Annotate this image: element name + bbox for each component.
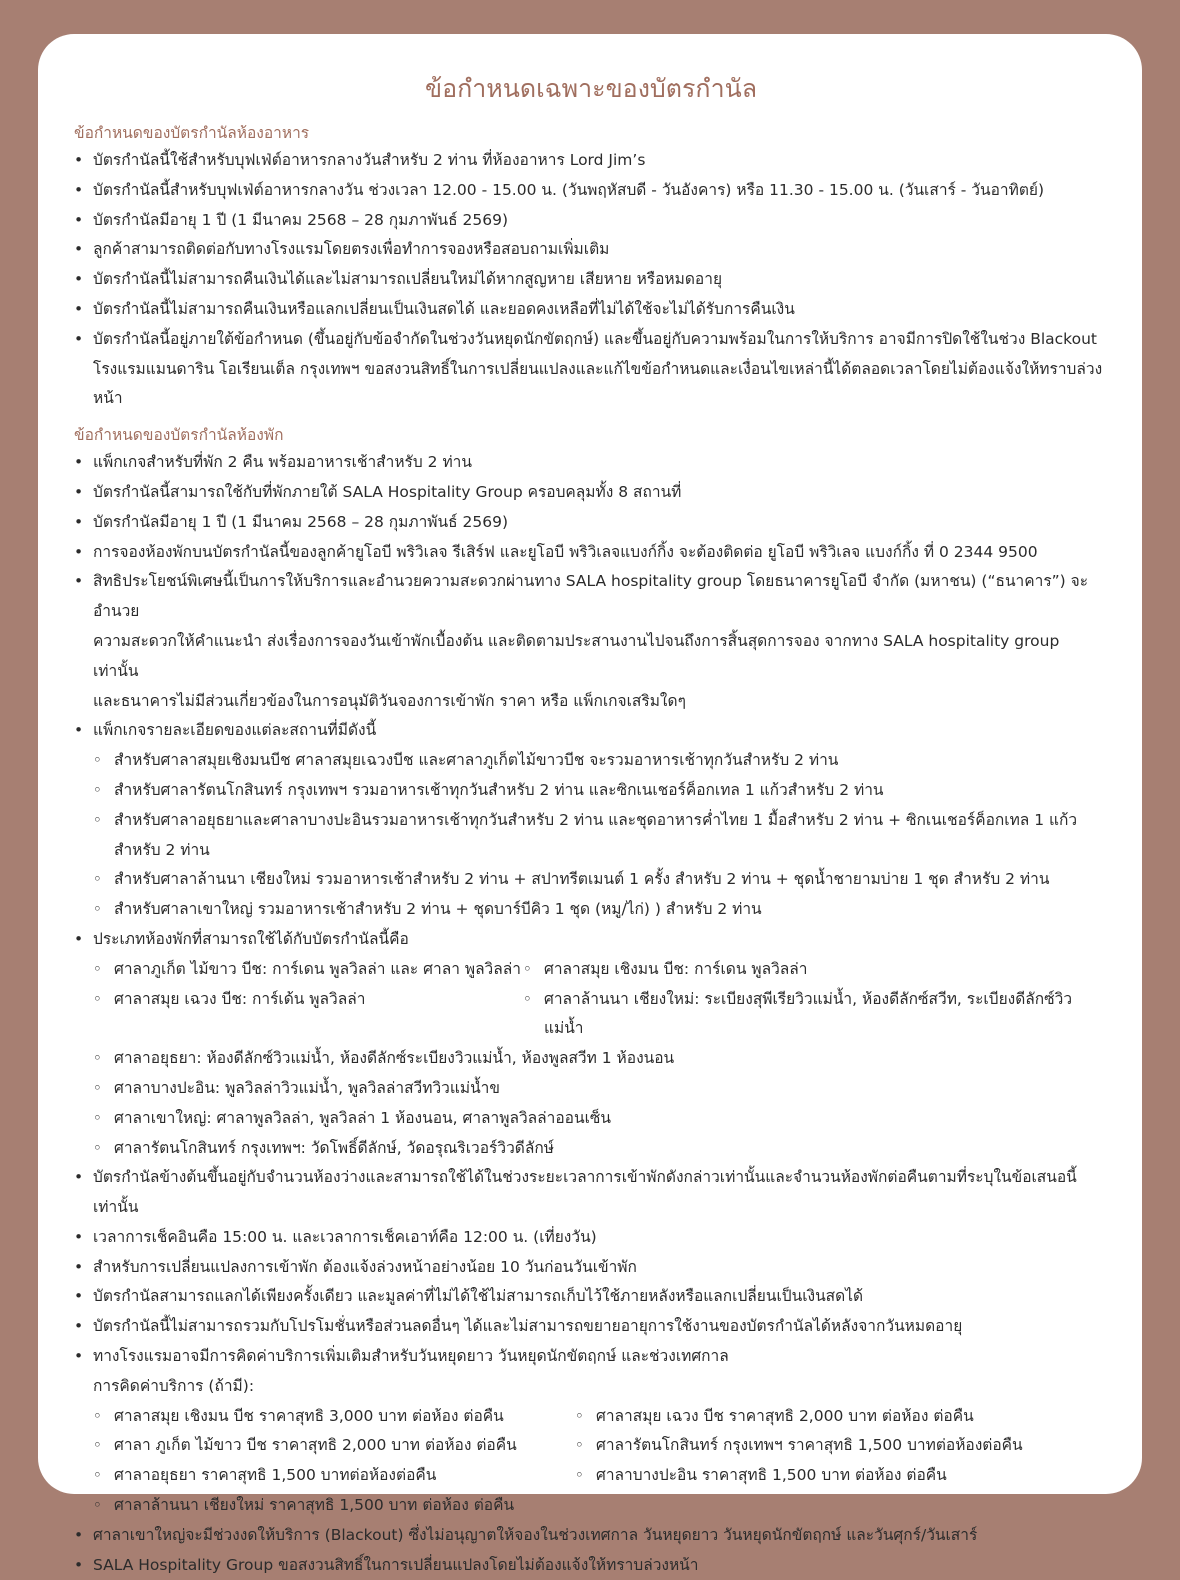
sub-list-item: ◦ ศาลาเขาใหญ่: ศาลาพูลวิลล่า, พูลวิลล่า 1 ห้องนอน, ศาลาพูลวิลล่าออนเซ็น	[93, 1104, 1108, 1134]
list-item	[74, 1163, 1108, 1223]
sub-list-item: ◦ ศาลารัตนโกสินทร์ กรุงเทพฯ ราคาสุทธิ 1,500 บาทต่อห้องต่อคืน	[575, 1431, 1108, 1461]
list-item: • บัตรกำนัลนี้ไม่สามารถรวมกับโปรโมชั่นหรือส่วนลดอื่นๆ ได้และไม่สามารถขยายอายุการใช้งานของบัตรกำนัลได้หลังจากวันหมดอายุ	[74, 1312, 1108, 1342]
list-item: • ลูกค้าสามารถติดต่อกับทางโรงแรมโดยตรงเพื่อทำการจองหรือสอบถามเพิ่มเติม	[74, 235, 1108, 265]
terms-card	[38, 34, 1142, 1574]
roomtype-sublist	[93, 1044, 1108, 1163]
sub-list-item: ◦ ศาลาสมุย เชิงมน บีช: การ์เดน พูลวิลล่า	[523, 955, 1108, 985]
list-item: • บัตรกำนัลมีอายุ 1 ปี (1 มีนาคม 2568 – 28 กุมภาพันธ์ 2569)	[74, 206, 1108, 236]
list-item: • บัตรกำนัลนี้ไม่สามารถคืนเงินหรือแลกเปลี่ยนเป็นเงินสดได้ และยอดคงเหลือที่ไม่ได้ใช้จะไม่ได้รับการคืนเงิน	[74, 295, 1108, 325]
list-item-line: และธนาคารไม่มีส่วนเกี่ยวข้องในการอนุมัติวันจองการเข้าพัก ราคา หรือ แพ็กเกจเสริมใดๆ	[93, 691, 686, 710]
room-section-heading: ข้อกำหนดของบัตรกำนัลห้องพัก	[74, 426, 284, 445]
list-item: • บัตรกำนัลสามารถแลกได้เพียงครั้งเดียว และมูลค่าที่ไม่ได้ใช้ไม่สามารถเก็บไว้ใช้ภายหลังหรือแลกเปลี่ยนเป็นเงินสดได้	[74, 1282, 1108, 1312]
list-item-line: • บัตรกำนัลข้างต้นขึ้นอยู่กับจำนวนห้องว่างและสามารถใช้ได้ในช่วงระยะเวลาการเข้าพักดังกล่าวเท่านั้นและจำนวนห้องพักต่อคืนตามที่ระบุในข้อเสนอนี้	[93, 1168, 1077, 1187]
list-item-line: เท่านั้น	[93, 1198, 139, 1217]
list-item: • บัตรกำนัลนี้ไม่สามารถคืนเงินได้และไม่สามารถเปลี่ยนใหม่ได้หากสูญหาย เสียหาย หรือหมดอายุ	[74, 265, 1108, 295]
sub-list-item: ◦ ศาลาบางปะอิน: พูลวิลล่าวิวแม่น้ำ, พูลวิลล่าสวีทวิวแม่น้ำข	[93, 1074, 1108, 1104]
roomtype-grid	[93, 955, 1108, 1044]
list-item	[74, 1342, 1108, 1521]
sub-list-item: ◦ สำหรับศาลาล้านนา เชียงใหม่ รวมอาหารเช้าสำหรับ 2 ท่าน + สปาทรีตเมนต์ 1 ครั้ง สำหรับ 2 ท่าน + ชุดน้ำชายามบ่าย 1 ชุด สำหรับ 2 ท่าน	[93, 865, 1108, 895]
list-item: • บัตรกำนัลนี้สามารถใช้กับที่พักภายใต้ SALA Hospitality Group ครอบคลุมทั้ง 8 สถานที่	[74, 478, 1108, 508]
list-item: • เวลาการเช็คอินคือ 15:00 น. และเวลาการเช็คเอาท์คือ 12:00 น. (เที่ยงวัน)	[74, 1223, 1108, 1253]
sub-list-item: ◦ สำหรับศาลาเขาใหญ่ รวมอาหารเช้าสำหรับ 2 ท่าน + ชุดบาร์บีคิว 1 ชุด (หมู/ไก่) ) สำหรับ 2 ท่าน	[93, 895, 1108, 925]
sub-list-item: ◦ ศาลาล้านนา เชียงใหม่: ระเบียงสุพีเรียวิวแม่น้ำ, ห้องดีลักซ์สวีท, ระเบียงดีลักซ์วิวแม่น้ำ	[523, 985, 1108, 1045]
list-item	[74, 925, 1108, 1163]
sub-list-item: ◦ ศาลาบางปะอิน ราคาสุทธิ 1,500 บาท ต่อห้อง ต่อคืน	[575, 1461, 1108, 1491]
sub-list-item: ◦ ศาลาอยุธยา ราคาสุทธิ 1,500 บาทต่อห้องต่อคืน	[93, 1461, 575, 1491]
list-item: • สำหรับการเปลี่ยนแปลงการเข้าพัก ต้องแจ้งล่วงหน้าอย่างน้อย 10 วันก่อนวันเข้าพัก	[74, 1253, 1108, 1283]
package-heading: • แพ็กเกจรายละเอียดของแต่ละสถานที่มีดังนี้	[93, 721, 377, 740]
roomtype-heading: • ประเภทห้องพักที่สามารถใช้ได้กับบัตรกำนัลนี้คือ	[93, 929, 409, 948]
sub-list-item: ◦ ศาลาอยุธยา: ห้องดีลักซ์วิวแม่น้ำ, ห้องดีลักซ์ระเบียงวิวแม่น้ำ, ห้องพูลสวีท 1 ห้องนอน	[93, 1044, 1108, 1074]
list-item	[74, 567, 1108, 716]
surcharge-grid	[93, 1402, 1108, 1521]
sub-list-item: ◦ ศาลาสมุย เฉวง บีช ราคาสุทธิ 2,000 บาท ต่อห้อง ต่อคืน	[575, 1402, 1108, 1432]
restaurant-section-heading: ข้อกำหนดของบัตรกำนัลห้องอาหาร	[74, 124, 310, 142]
sub-list-item: ◦ ศาลาสมุย เชิงมน บีช ราคาสุทธิ 3,000 บาท ต่อห้อง ต่อคืน	[93, 1402, 575, 1432]
list-item: • ศาลาเขาใหญ่จะมีช่วงงดให้บริการ (Blackout) ซึ่งไม่อนุญาตให้จองในช่วงเทศกาล วันหยุดยาว วันหยุดนักขัตฤกษ์ และวันศุกร์/วันเสาร์	[74, 1521, 1108, 1551]
list-item-line: ความสะดวกให้คำแนะนำ ส่งเรื่องการจองวันเข้าพักเบื้องต้น และติดตามประสานงานไปจนถึงการสิ้นสุดการจอง จากทาง SALA hospitality group เท่านั้น	[93, 631, 1060, 680]
package-sublist	[93, 746, 1108, 925]
list-item: • SALA Hospitality Group ขอสงวนสิทธิ์ในการเปลี่ยนแปลงโดยไม่ต้องแจ้งให้ทราบล่วงหน้า	[74, 1551, 1108, 1580]
list-item: • การจองห้องพักบนบัตรกำนัลนี้ของลูกค้ายูโอบี พริวิเลจ รีเสิร์ฟ และยูโอบี พริวิเลจแบงก์กิ้ง จะต้องติดต่อ ยูโอบี พริวิเลจ แบงก์กิ้ง ที่ 0 2344 9500	[74, 538, 1108, 568]
list-item: • บัตรกำนัลนี้ใช้สำหรับบุฟเฟ่ต์อาหารกลางวันสำหรับ 2 ท่าน ที่ห้องอาหาร Lord Jim’s	[74, 146, 1108, 176]
sub-list-item: ◦ สำหรับศาลารัตนโกสินทร์ กรุงเทพฯ รวมอาหารเช้าทุกวันสำหรับ 2 ท่าน และซิกเนเชอร์ค็อกเทล 1 แก้วสำหรับ 2 ท่าน	[93, 776, 1108, 806]
room-terms-list	[74, 448, 1108, 1580]
sub-list-item: ◦ ศาลาล้านนา เชียงใหม่ ราคาสุทธิ 1,500 บาท ต่อห้อง ต่อคืน	[93, 1491, 575, 1521]
list-item	[74, 716, 1108, 925]
sub-list-item: ◦ ศาลารัตนโกสินทร์ กรุงเทพฯ: วัดโพธิ์ดีลักษ์, วัดอรุณริเวอร์วิวดีลักษ์	[93, 1134, 1108, 1164]
sub-list-item: ◦ สำหรับศาลาสมุยเชิงมนบีช ศาลาสมุยเฉวงบีช และศาลาภูเก็ตไม้ขาวบีช จะรวมอาหารเช้าทุกวันสำหรับ 2 ท่าน	[93, 746, 1108, 776]
sub-list-item: ◦ สำหรับศาลาอยุธยาและศาลาบางปะอินรวมอาหารเช้าทุกวันสำหรับ 2 ท่าน และชุดอาหารค่ำไทย 1 มื้อสำหรับ 2 ท่าน + ซิกเนเชอร์ค็อกเทล 1 แก้ว สำหรับ 2 ท่าน	[93, 806, 1108, 866]
sub-list-item: ◦ ศาลา ภูเก็ต ไม้ขาว บีช ราคาสุทธิ 2,000 บาท ต่อห้อง ต่อคืน	[93, 1431, 575, 1461]
restaurant-terms-list	[74, 146, 1108, 414]
list-item-line: • สิทธิประโยชน์พิเศษนี้เป็นการให้บริการและอำนวยความสะดวกผ่านทาง SALA hospitality group โดยธนาคารยูโอบี จำกัด (มหาชน) (“ธนาคาร”) จะอำนวย	[93, 572, 1089, 621]
list-item-line: การคิดค่าบริการ (ถ้ามี):	[93, 1376, 255, 1395]
list-item-line: • บัตรกำนัลนี้อยู่ภายใต้ข้อกำหนด (ขึ้นอยู่กับข้อจำกัดในช่วงวันหยุดนักขัตฤกษ์) และขึ้นอยู่กับความพร้อมในการให้บริการ อาจมีการปิดใช้ในช่วง Blackout	[93, 329, 1097, 348]
page-title: ข้อกำหนดเฉพาะของบัตรกำนัล	[424, 74, 758, 103]
list-item: • บัตรกำนัลนี้สำหรับบุฟเฟ่ต์อาหารกลางวัน ช่วงเวลา 12.00 - 15.00 น. (วันพฤหัสบดี - วันอังคาร) หรือ 11.30 - 15.00 น. (วันเสาร์ - วันอาทิตย์)	[74, 176, 1108, 206]
list-item-line: โรงแรมแมนดาริน โอเรียนเต็ล กรุงเทพฯ ขอสงวนสิทธิ์ในการเปลี่ยนแปลงและแก้ไขข้อกำหนดและเงื่อนไขเหล่านี้ได้ตลอดเวลาโดยไม่ต้องแจ้งให้ทราบล่วงหน้า	[93, 359, 1103, 408]
list-item	[74, 325, 1108, 414]
sub-list-item: ◦ ศาลาภูเก็ต ไม้ขาว บีช: การ์เดน พูลวิลล่า และ ศาลา พูลวิลล่า	[93, 955, 523, 985]
list-item: • บัตรกำนัลมีอายุ 1 ปี (1 มีนาคม 2568 – 28 กุมภาพันธ์ 2569)	[74, 508, 1108, 538]
list-item-line: • ทางโรงแรมอาจมีการคิดค่าบริการเพิ่มเติมสำหรับวันหยุดยาว วันหยุดนักขัตฤกษ์ และช่วงเทศกาล	[93, 1347, 729, 1366]
sub-list-item: ◦ ศาลาสมุย เฉวง บีช: การ์เด้น พูลวิลล่า	[93, 985, 523, 1045]
list-item: • แพ็กเกจสำหรับที่พัก 2 คืน พร้อมอาหารเช้าสำหรับ 2 ท่าน	[74, 448, 1108, 478]
